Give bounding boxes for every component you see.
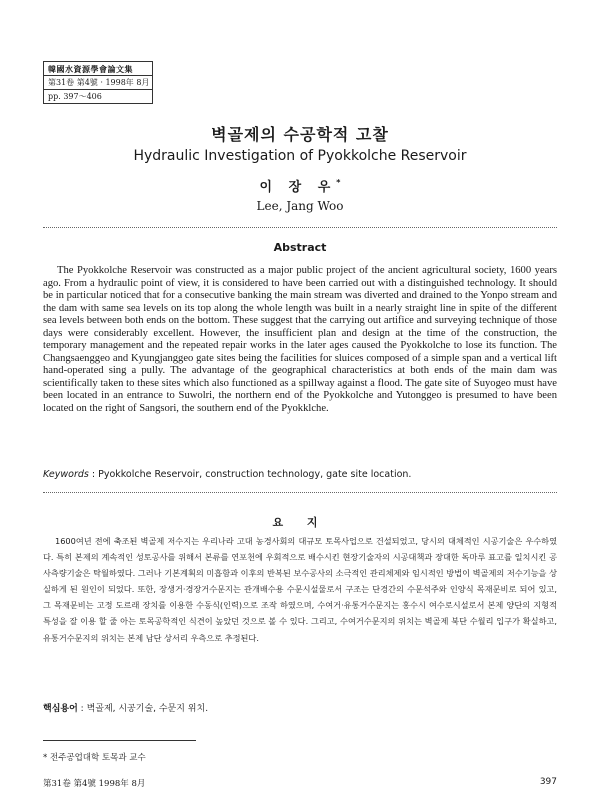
core-terms-label: 핵심용어 (43, 704, 78, 714)
keywords-sep: : (91, 469, 99, 480)
title-english: Hydraulic Investigation of Pyokkolche Reservoir (133, 148, 467, 164)
footnote (43, 751, 146, 763)
footnote-rule (43, 740, 196, 741)
summary-heading: 요 지 (272, 516, 328, 529)
footnote-text: 전주공업대학 토목과 교수 (49, 753, 146, 763)
summary-body: 1600여년 전에 축조된 벽골제 저수지는 우리나라 고대 농경사회의 대규모 토목사업으로 건설되었고, 당시의 대체적인 시공기술은 우수하였다. 특히 본제의 계속적인 성토공사를 위해서 본류를 연포천에 우회적으로 배수시킨 현장기술자의 시공대책과 장대한 독마루 표고를 일치시킨 공사측량기술은 탁월하였다. 그러나 기본계획의 미흡함과 이후의 반복된 보수공사의 소극적인 관리체제와 임시적인 방법이 벽골제의 저수기능을 상실하게 된 원인이 되었다. 또한, 장생거·경장거수문지는 관개배수용 수문시설물로서 구조는 단경간의 수문석주와 인양식 목재문비로 되어 있고, 그 목재문비는 고정 도르래 장치를 이용한 수동식(인력)으로 조작 하였으며, 수여거·유통거수문지는 홍수시 여수로시설로서 본제 양단의 지형적 특성을 잘 이용 할 줄 아는 토목공학적인 식견이 높았던 것으로 볼 수 있다. 그리고, 수여거수문지의 위치는 벽골제 북단 수월리 입구가 확실하고, 유통거수문지의 위치는 본제 남단 상서리 우측으로 추정된다. (43, 536, 557, 643)
title-korean: 벽골제의 수공학적 고찰 (211, 125, 389, 144)
author-english: Lee, Jang Woo (256, 199, 344, 213)
divider-middle (43, 492, 557, 493)
journal-info-box (43, 61, 153, 104)
core-terms-text: 벽골제, 시공기술, 수문지 위치. (86, 704, 209, 714)
keywords-text: Pyokkolche Reservoir, construction technology, gate site location. (98, 469, 412, 480)
abstract-heading: Abstract (273, 241, 327, 254)
author-korean (0, 176, 600, 195)
keywords-line (43, 469, 557, 480)
author-footnote-mark: * (336, 178, 341, 187)
journal-name: 韓國水資源學會論文集 (48, 64, 133, 74)
page-number: 397 (539, 777, 557, 787)
keywords-label: Keywords (43, 469, 89, 480)
author-korean-name: 이 장 우 (259, 180, 337, 195)
journal-volume-issue: 第31卷 第4號 · 1998年 8月 (44, 75, 152, 89)
core-terms-sep: : (80, 704, 87, 714)
footer-journal-issue: 第31卷 第4號 1998年 8月 (43, 779, 146, 789)
divider-top (43, 227, 557, 228)
abstract-body: The Pyokkolche Reservoir was constructed as a major public project of the ancient agricultural society, 1600 years ago. From a hydraulic point of view, it is considered to have been carried out with a distinguished technology. It should be in particular noticed that for a consecutive banking the main stream was diverted and drained to the Yonpo stream and the dam with same sea levels on its top along the whole length was built in a nearly straight line in spite of the different sea levels between both ends on the bottom. These suggest that the carrying out artifice and surveying technique of those days were considerably excellent. However, the insufficient plan and design at the time of the construction, the temporary management and the repeated repair works in the later ages caused the Pyokkolche to lose its function. The Changsaenggeo and Kyungjanggeo gate sites being the facilities for sluices composed of a simple span and a vertical lift hand-operated sing a pully. The advantage of the geographical characteristics at both ends of the main dam was scientifically taken to these sites which also functioned as a spillway against a flood. The gate site of Suyogeo must have been located in an entrance to Suwolri, the northern end of the Pyokkolche and Yutonggeo is presumed to have been located on the right of Sangsori, the southern end of the Pyokklche. (43, 265, 557, 414)
core-terms-line (43, 701, 557, 714)
footnote-mark: * (43, 753, 48, 763)
journal-pages: pp. 397～406 (44, 89, 152, 103)
